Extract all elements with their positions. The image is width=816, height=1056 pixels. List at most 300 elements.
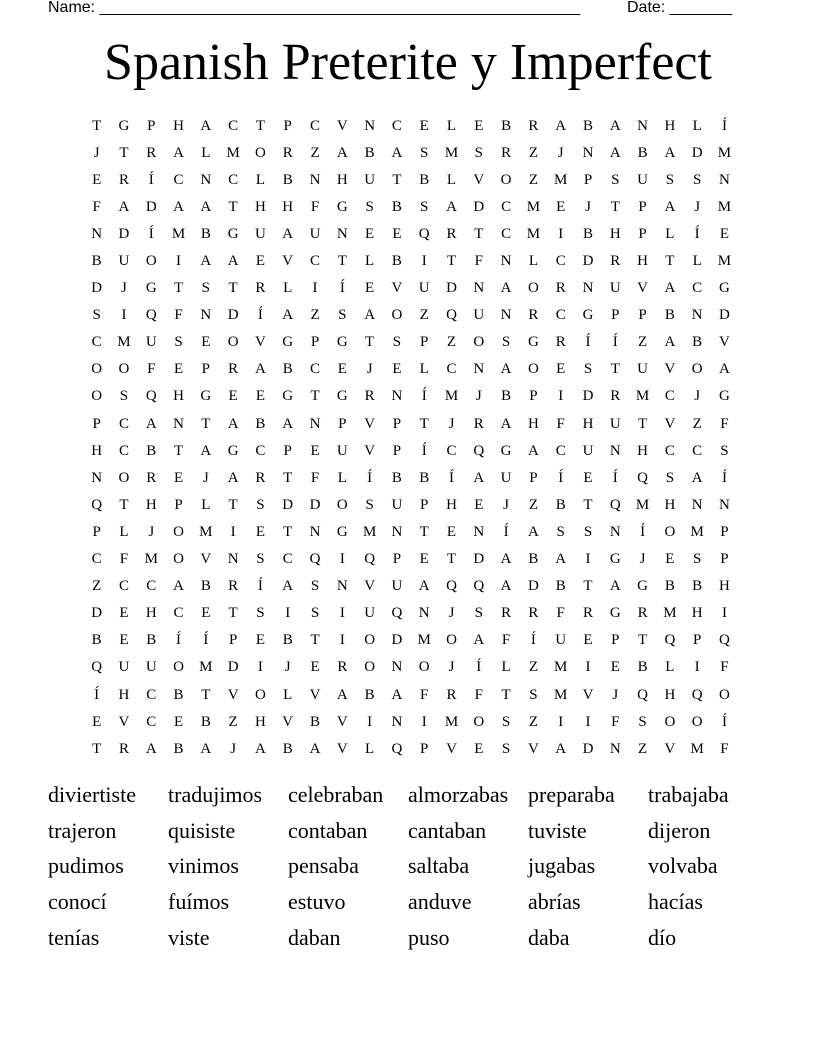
grid-letter: J [93,144,100,161]
grid-letter: V [364,578,376,595]
grid-letter: B [282,361,293,378]
grid-letter: S [720,442,729,459]
grid-letter: E [119,632,129,649]
grid-letter: A [227,253,239,270]
grid-letter: T [610,198,620,215]
grid-letter: J [694,388,701,405]
grid-letter: T [119,144,129,161]
grid-letter: O [664,523,676,540]
grid-letter: A [282,307,294,324]
grid-letter: B [692,578,703,595]
grid-row [83,139,738,166]
grid-letter: O [500,171,512,188]
grid-letter: E [173,469,184,486]
grid-letter: I [421,253,427,270]
grid-letter: B [91,632,102,649]
grid-letter: I [694,659,700,676]
grid-letter: N [173,415,184,432]
grid-letter: V [282,253,294,270]
grid-letter: E [201,334,211,351]
grid-letter: U [609,280,621,297]
grid-letter: N [418,605,430,622]
grid-letter: O [173,551,184,568]
grid-row [83,193,738,220]
grid-letter: R [337,659,348,676]
grid-letter: J [475,388,482,405]
grid-letter: J [448,605,455,622]
grid-letter: Í [421,388,427,405]
grid-letter: U [336,442,348,459]
grid-letter: F [474,253,483,270]
grid-letter: C [446,361,457,378]
grid-letter: I [121,307,127,324]
grid-letter: D [118,225,130,242]
grid-letter: S [529,686,538,703]
grid-letter: D [145,198,157,215]
grid-letter: L [665,225,675,242]
grid-letter: S [501,740,511,757]
grid-letter: B [310,713,321,730]
grid-letter: Í [558,469,564,486]
grid-letter: E [474,740,484,757]
date-field: Date: _______ [627,0,732,16]
word-bank-item: quisiste [168,817,236,843]
grid-letter: M [717,253,732,270]
grid-letter: G [609,551,621,568]
grid-letter: Í [612,469,618,486]
grid-row [83,356,738,383]
grid-letter: T [228,280,238,297]
grid-letter: V [309,686,321,703]
grid-letter: C [446,442,457,459]
grid-letter: N [609,740,621,757]
grid-letter: O [91,388,103,405]
grid-letter: S [310,605,320,622]
grid-letter: M [226,144,240,161]
grid-letter: C [146,686,157,703]
grid-letter: U [555,632,567,649]
grid-letter: E [392,361,402,378]
grid-letter: Z [692,415,702,432]
grid-letter: L [365,253,375,270]
grid-letter: N [227,551,239,568]
grid-letter: Z [310,144,320,161]
grid-letter: C [118,415,129,432]
word-bank-item: estuvo [288,889,346,915]
grid-letter: J [448,415,455,432]
grid-letter: F [92,198,101,215]
grid-letter: A [664,198,676,215]
grid-letter: D [473,198,485,215]
grid-letter: B [146,632,157,649]
grid-letter: U [309,225,321,242]
grid-letter: E [474,117,484,134]
grid-letter: Q [473,442,485,459]
grid-letter: A [200,253,212,270]
grid-letter: R [555,280,566,297]
grid-letter: N [719,171,730,188]
grid-letter: S [665,171,675,188]
grid-letter: S [256,496,265,513]
grid-letter: V [446,740,457,757]
grid-letter: A [664,280,676,297]
grid-letter: N [609,442,621,459]
grid-letter: D [391,632,403,649]
grid-letter: S [420,144,429,161]
grid-letter: G [227,442,239,459]
grid-letter: A [200,442,212,459]
word-bank-item: fuímos [168,889,230,915]
grid-letter: J [202,469,209,486]
grid-letter: A [118,198,130,215]
grid-row [83,518,738,545]
word-bank-item: contaban [288,817,368,843]
grid-row [83,166,738,193]
grid-letter: T [474,225,484,242]
grid-letter: I [367,713,373,730]
grid-letter: H [527,415,539,432]
grid-letter: B [419,171,430,188]
grid-letter: R [610,388,621,405]
grid-letter: B [582,117,593,134]
grid-letter: O [364,632,376,649]
grid-letter: C [310,253,321,270]
grid-letter: H [173,388,184,405]
grid-letter: P [638,225,647,242]
grid-letter: S [256,605,265,622]
grid-letter: G [118,117,130,134]
grid-letter: D [446,280,457,297]
grid-letter: A [227,415,239,432]
grid-letter: P [174,496,183,513]
grid-letter: Q [145,307,157,324]
grid-letter: V [255,334,266,351]
grid-letter: Q [719,632,730,649]
grid-letter: Í [503,523,509,540]
grid-letter: H [609,225,621,242]
grid-letter: Í [203,632,209,649]
grid-letter: A [173,144,184,161]
grid-letter: O [173,523,184,540]
grid-letter: M [635,496,650,513]
grid-letter: N [473,523,485,540]
grid-letter: M [526,225,541,242]
grid-letter: S [92,307,101,324]
grid-letter: T [583,496,593,513]
grid-letter: A [473,469,485,486]
grid-letter: G [145,280,157,297]
grid-letter: E [719,225,730,242]
grid-letter: P [420,496,429,513]
grid-letter: C [118,442,129,459]
grid-letter: N [500,307,512,324]
grid-row [83,437,738,464]
word-bank-item: abrías [528,889,581,915]
grid-letter: G [282,334,294,351]
grid-letter: H [637,253,648,270]
grid-letter: V [336,117,348,134]
grid-letter: P [338,415,347,432]
grid-letter: Z [419,307,429,324]
grid-letter: B [146,442,157,459]
grid-letter: T [201,415,211,432]
grid-letter: L [337,469,347,486]
word-bank-item: trabajaba [648,782,729,807]
grid-letter: P [420,334,429,351]
grid-letter: R [610,253,621,270]
grid-letter: E [310,442,320,459]
grid-letter: G [227,225,239,242]
grid-letter: E [92,713,102,730]
grid-letter: H [691,605,703,622]
grid-letter: S [611,171,620,188]
grid-letter: J [639,551,646,568]
word-bank-item: diviertiste [48,782,136,807]
grid-letter: N [309,415,321,432]
grid-letter: U [391,496,403,513]
grid-letter: C [146,578,157,595]
grid-letter: A [527,523,539,540]
grid-letter: C [173,605,184,622]
grid-letter: Z [92,578,102,595]
grid-letter: L [419,361,429,378]
grid-letter: A [473,632,485,649]
grid-letter: T [283,523,293,540]
grid-letter: C [173,171,184,188]
grid-letter: R [364,388,375,405]
grid-letter: V [582,686,594,703]
word-search-grid [83,112,738,762]
grid-letter: H [145,605,157,622]
grid-letter: R [501,144,512,161]
grid-letter: Z [528,713,538,730]
grid-letter: A [227,469,239,486]
grid-letter: B [501,388,512,405]
word-bank-item: daba [528,924,570,950]
grid-letter: O [527,280,539,297]
grid-letter: J [585,198,591,215]
grid-letter: R [146,144,157,161]
grid-letter: E [365,225,375,242]
grid-letter: F [474,686,483,703]
grid-letter: Í [449,469,454,486]
grid-letter: U [637,361,648,378]
grid-letter: Q [691,686,703,703]
grid-letter: O [118,361,130,378]
page-title: Spanish Preterite y Imperfect [104,34,712,91]
grid-letter: Z [528,144,538,161]
grid-letter: T [228,198,238,215]
grid-letter: Z [528,171,538,188]
grid-letter: M [690,740,704,757]
grid-letter: A [609,117,621,134]
grid-letter: Í [367,469,373,486]
grid-letter: J [230,740,237,757]
grid-letter: S [119,388,129,405]
grid-letter: N [200,307,212,324]
grid-letter: R [282,144,293,161]
grid-letter: B [200,225,211,242]
grid-letter: E [665,551,675,568]
grid-letter: J [284,659,291,676]
grid-letter: T [92,117,102,134]
grid-letter: T [501,686,511,703]
grid-letter: O [145,253,157,270]
grid-letter: Z [638,740,648,757]
grid-letter: A [200,117,212,134]
grid-letter: E [201,605,211,622]
grid-letter: G [527,334,539,351]
grid-letter: M [362,523,377,540]
grid-letter: Q [309,551,321,568]
word-bank-item: hacías [648,889,703,915]
grid-letter: D [582,253,594,270]
grid-row [83,735,738,762]
grid-letter: A [200,198,212,215]
grid-letter: Q [364,551,376,568]
grid-letter: P [92,523,101,540]
grid-letter: B [664,307,675,324]
grid-letter: D [582,740,594,757]
grid-letter: L [446,117,457,134]
word-bank-item: celebraban [288,782,384,807]
grid-letter: D [91,605,103,622]
grid-letter: L [283,280,293,297]
grid-letter: T [638,632,648,649]
grid-letter: Í [585,334,591,351]
grid-letter: L [665,659,675,676]
grid-letter: B [364,144,375,161]
grid-letter: A [500,415,512,432]
grid-letter: U [255,225,266,242]
grid-letter: G [500,442,512,459]
word-bank [48,780,768,958]
grid-letter: V [336,713,348,730]
grid-letter: I [585,551,591,568]
word-bank-item: saltaba [408,853,470,879]
grid-letter: J [612,686,619,703]
grid-letter: R [528,307,539,324]
grid-letter: N [91,469,103,486]
grid-letter: L [201,144,211,161]
grid-letter: E [337,361,347,378]
grid-letter: S [583,361,593,378]
grid-letter: A [173,578,184,595]
word-bank-item: preparaba [528,782,615,807]
grid-letter: O [91,361,103,378]
grid-letter: I [558,713,564,730]
grid-letter: A [691,469,703,486]
grid-letter: M [554,686,568,703]
grid-letter: P [310,334,320,351]
grid-letter: A [500,361,512,378]
grid-letter: A [282,415,294,432]
grid-letter: P [201,361,210,378]
grid-row [83,573,738,600]
grid-letter: O [173,659,184,676]
grid-letter: M [663,605,677,622]
grid-letter: L [255,171,266,188]
grid-letter: Q [473,578,485,595]
grid-letter: O [691,361,703,378]
grid-letter: Í [612,334,618,351]
grid-letter: F [310,469,320,486]
grid-letter: T [638,415,648,432]
grid-letter: Í [94,686,100,703]
header [48,0,748,20]
grid-letter: P [392,551,402,568]
grid-letter: V [637,280,648,297]
word-bank-item: jugabas [528,853,596,879]
grid-letter: A [173,198,184,215]
grid-letter: S [693,551,702,568]
grid-letter: I [721,605,727,622]
grid-letter: V [282,713,294,730]
grid-letter: R [555,334,566,351]
grid-letter: T [583,578,593,595]
grid-letter: V [391,280,403,297]
grid-letter: B [637,659,648,676]
grid-letter: S [392,334,402,351]
word-bank-item: tradujimos [168,782,263,807]
grid-letter: R [255,280,266,297]
grid-letter: H [446,496,457,513]
grid-letter: P [638,198,647,215]
grid-letter: A [391,686,403,703]
grid-letter: F [420,686,429,703]
word-bank-item: viste [168,924,210,950]
grid-letter: T [419,523,429,540]
grid-letter: C [310,361,321,378]
grid-letter: T [310,632,320,649]
grid-letter: S [638,713,647,730]
grid-letter: V [336,740,348,757]
grid-letter: F [611,713,620,730]
grid-letter: D [582,388,594,405]
grid-letter: G [609,605,621,622]
grid-letter: H [336,171,348,188]
grid-letter: N [691,496,703,513]
grid-letter: F [174,307,183,324]
grid-letter: N [473,361,485,378]
grid-letter: R [528,605,539,622]
grid-letter: L [692,253,702,270]
grid-letter: C [255,442,266,459]
grid-letter: B [419,469,430,486]
word-bank-item: cantaban [408,817,487,843]
grid-letter: B [555,578,566,595]
grid-row [83,546,738,573]
grid-letter: M [144,551,158,568]
grid-letter: I [257,659,263,676]
grid-letter: T [228,605,238,622]
grid-letter: Z [528,659,538,676]
grid-letter: N [91,225,103,242]
grid-letter: O [719,686,730,703]
grid-letter: U [118,253,130,270]
grid-letter: M [635,388,650,405]
grid-letter: Í [530,632,536,649]
grid-letter: L [119,523,129,540]
grid-letter: P [283,442,292,459]
grid-letter: T [201,686,211,703]
grid-letter: M [417,632,431,649]
grid-letter: O [255,686,266,703]
grid-letter: F [556,415,565,432]
grid-letter: H [637,442,648,459]
grid-letter: C [228,117,239,134]
grid-letter: V [664,361,676,378]
